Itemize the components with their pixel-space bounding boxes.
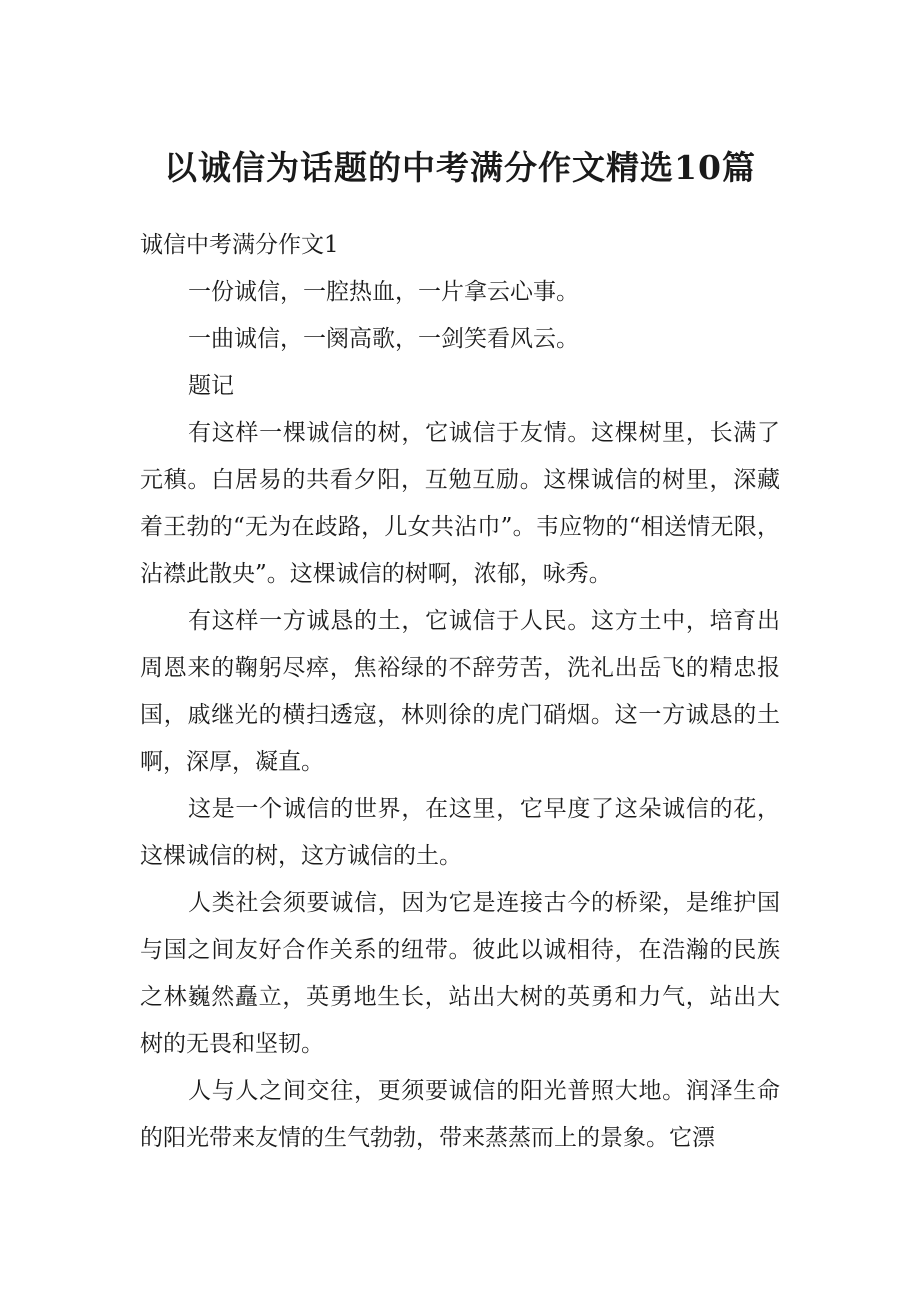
- paragraph: 一曲诚信，一阕高歌，一剑笑看风云。: [188, 326, 579, 352]
- document-body: [140, 222, 780, 1162]
- section-heading: 诚信中考满分作文1: [140, 232, 339, 258]
- paragraph: 人与人之间交往，更须要诚信的阳光普照大地。润泽生命的阳光带来友情的生气勃勃，带来蒸蒸而上的景象。它漂: [140, 1078, 780, 1151]
- paragraph: 人类社会须要诚信，因为它是连接古今的桥梁，是维护国与国之间友好合作关系的纽带。彼此以诚相待，在浩瀚的民族之林巍然矗立，英勇地生长，站出大树的英勇和力气，站出大树的无畏和坚韧。: [140, 890, 780, 1057]
- paragraph: 一份诚信，一腔热血，一片拿云心事。: [188, 279, 579, 305]
- paragraph: 有这样一棵诚信的树，它诚信于友情。这棵树里，长满了元稹。白居易的共看夕阳，互勉互励。这棵诚信的树里，深藏着王勃的“无为在歧路，儿女共沾巾”。韦应物的“相送情无限，沾襟此散央”。这棵诚信的树啊，浓郁，咏秀。: [140, 420, 780, 587]
- paragraph: 有这样一方诚恳的土，它诚信于人民。这方土中，培育出周恩来的鞠躬尽瘁，焦裕绿的不辞劳苦，洗礼出岳飞的精忠报国，戚继光的横扫透寇，林则徐的虎门硝烟。这一方诚恳的土啊，深厚，凝直。: [140, 608, 780, 775]
- paragraph: 这是一个诚信的世界，在这里，它早度了这朵诚信的花，这棵诚信的树，这方诚信的土。: [140, 796, 780, 869]
- paragraph: 题记: [188, 373, 234, 399]
- document-title: 以诚信为话题的中考满分作文精选10篇: [164, 148, 756, 187]
